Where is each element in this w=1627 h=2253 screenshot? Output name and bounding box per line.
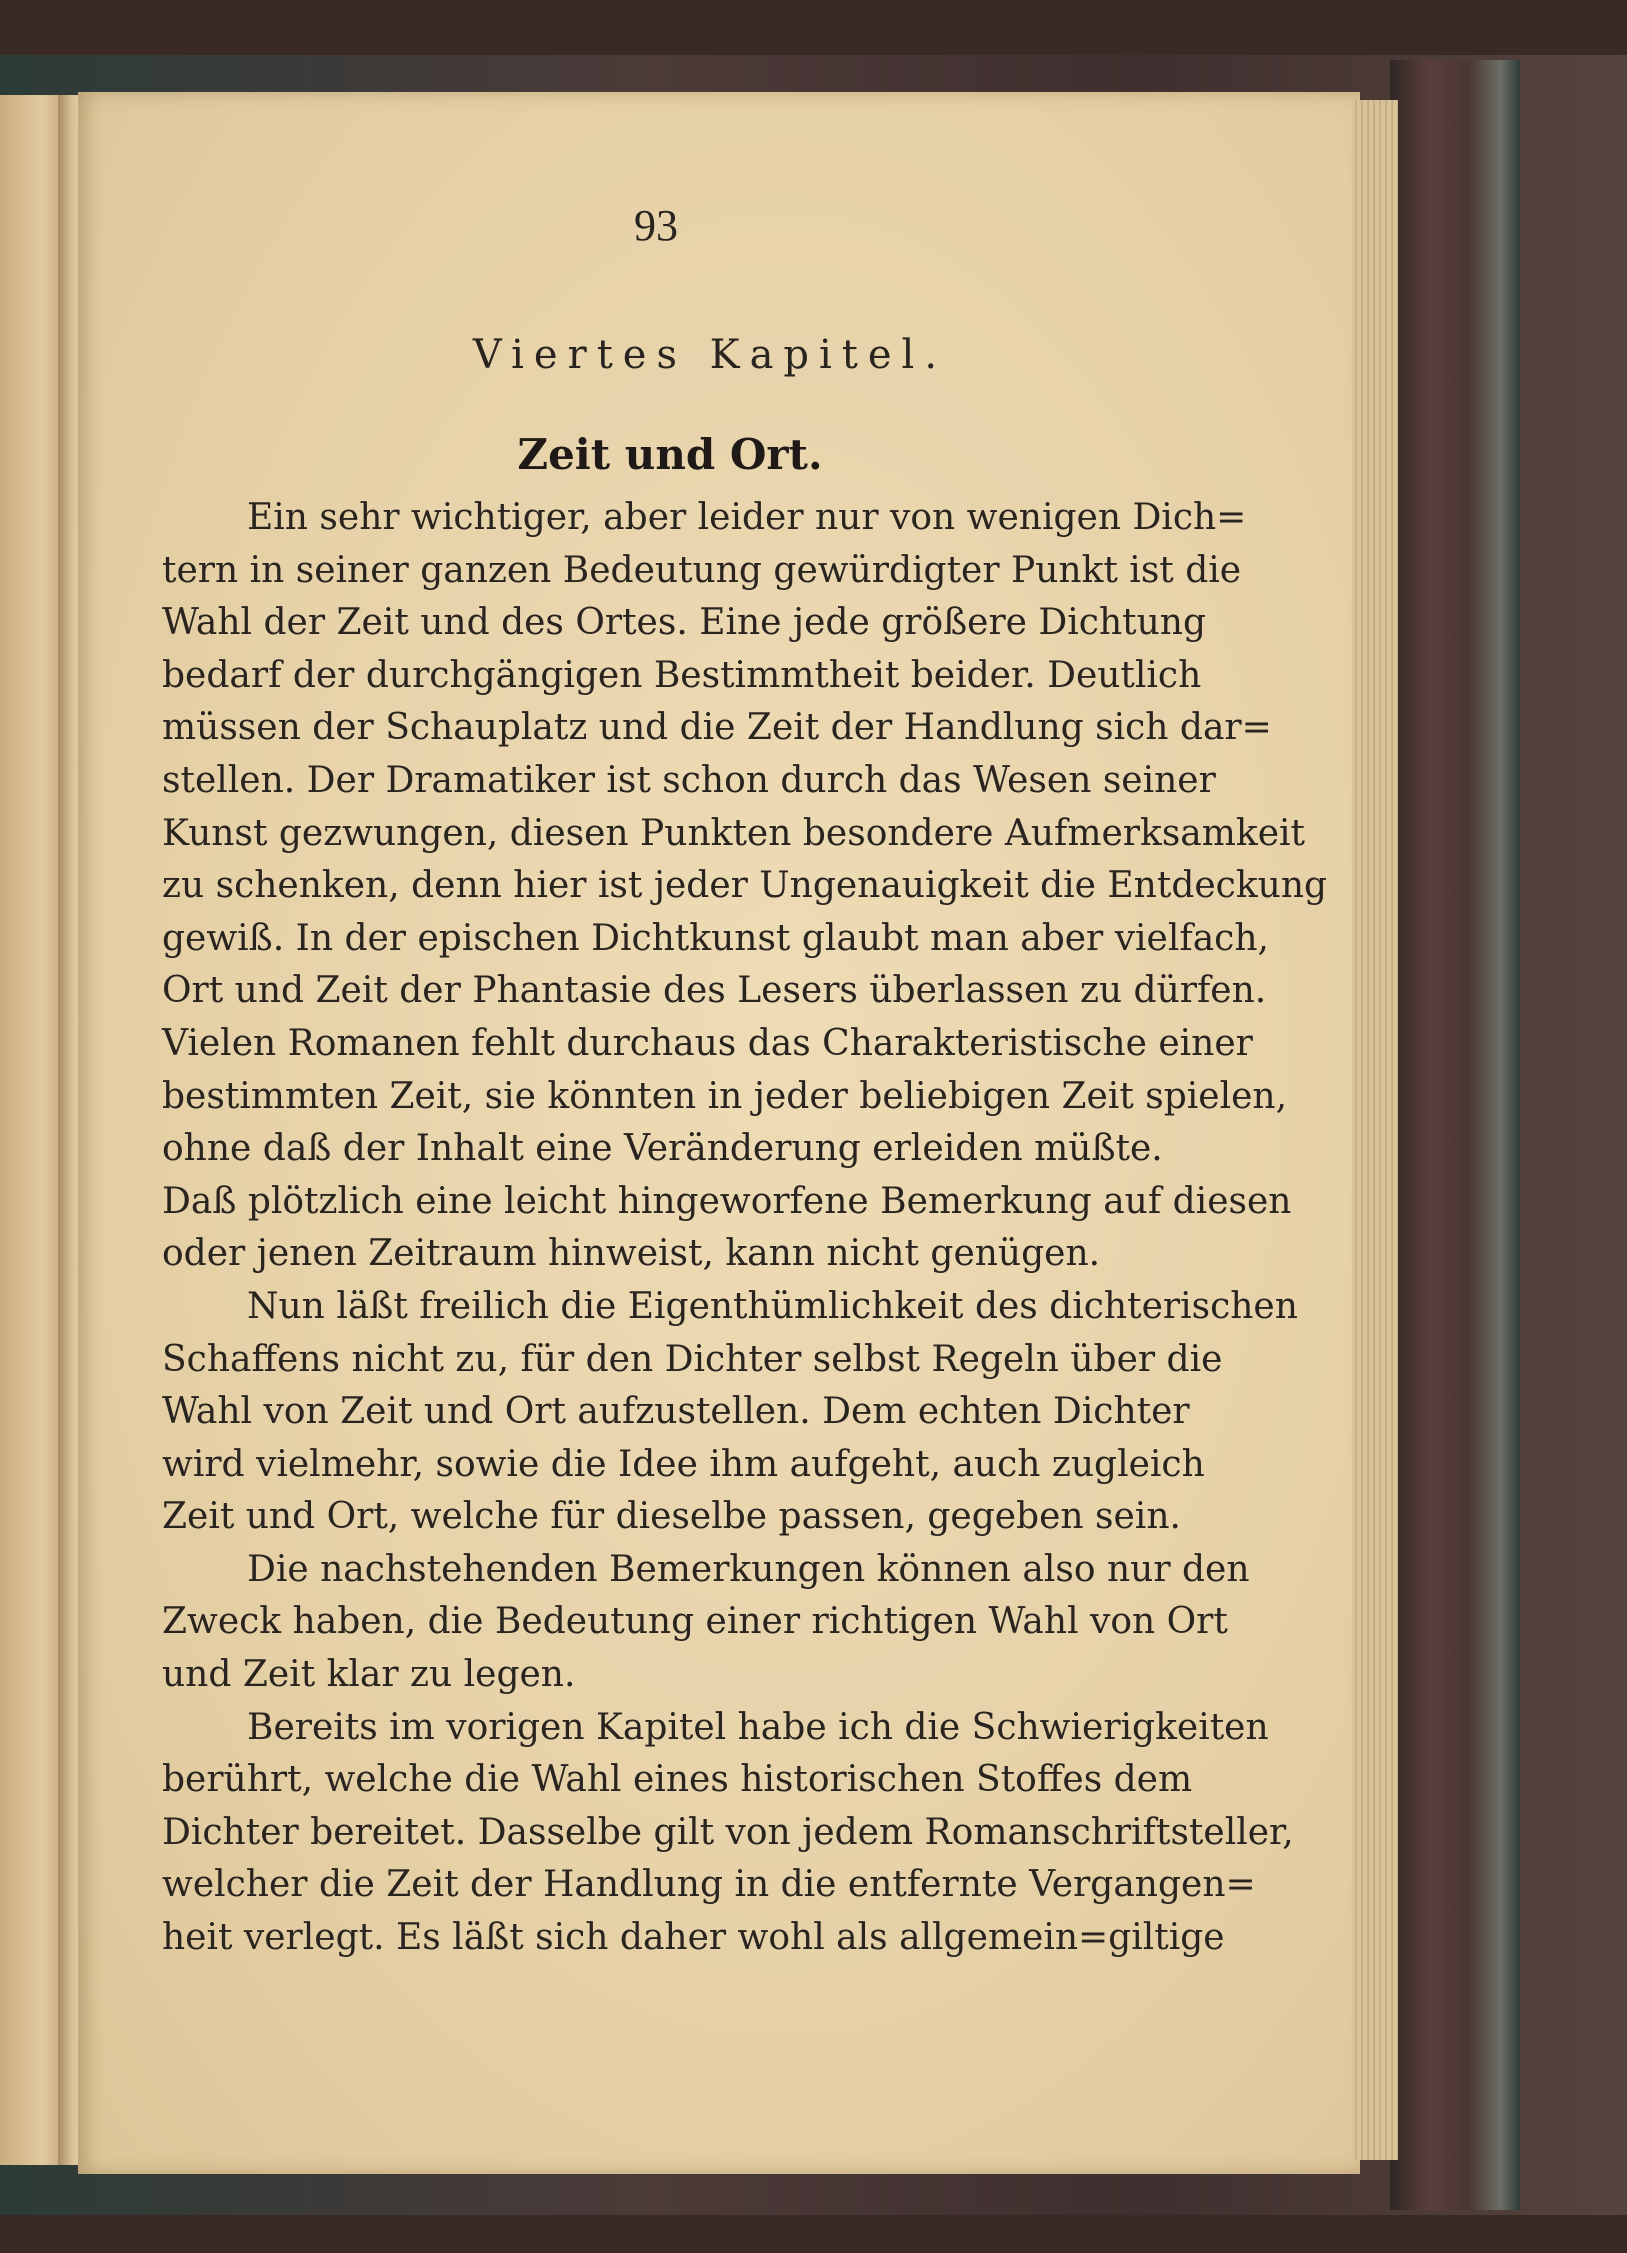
text-line: Wahl der Zeit und des Ortes. Eine jede größere Dichtung	[162, 602, 1207, 644]
text-line: heit verlegt. Es läßt sich daher wohl als allgemein=giltige	[162, 1917, 1225, 1959]
text-line: Ein sehr wichtiger, aber leider nur von wenigen Dich=	[247, 497, 1247, 538]
text-line: ohne daß der Inhalt eine Veränderung erleiden müßte.	[162, 1128, 1163, 1170]
text-line: oder jenen Zeitraum hinweist, kann nicht genügen.	[162, 1233, 1101, 1275]
text-line: Schaffens nicht zu, für den Dichter selbst Regeln über die	[162, 1338, 1223, 1380]
text-line: Vielen Romanen fehlt durchaus das Charakteristische einer	[162, 1022, 1253, 1064]
text-line: wird vielmehr, sowie die Idee ihm aufgeht, auch zugleich	[162, 1443, 1205, 1485]
text-line: bedarf der durchgängigen Bestimmtheit beider. Deutlich	[162, 654, 1202, 696]
text-line: Kunst gezwungen, diesen Punkten besondere Aufmerksamkeit	[162, 812, 1305, 854]
text-line: tern in seiner ganzen Bedeutung gewürdigter Punkt ist die	[162, 549, 1242, 591]
book-gutter	[58, 95, 80, 2165]
text-line: Dichter bereitet. Dasselbe gilt von jedem Romanschriftsteller,	[162, 1811, 1294, 1853]
left-page-edge	[0, 95, 62, 2165]
text-line: gewiß. In der epischen Dichtkunst glaubt man aber vielfach,	[162, 917, 1269, 959]
chapter-title: Viertes Kapitel.	[472, 332, 948, 378]
book-binding	[1390, 60, 1520, 2210]
text-line: Ort und Zeit der Phantasie des Lesers überlassen zu dürfen.	[162, 970, 1267, 1012]
text-line: zu schenken, denn hier ist jeder Ungenauigkeit die Entdeckung	[162, 865, 1328, 907]
text-line: welcher die Zeit der Handlung in die entfernte Vergangen=	[162, 1864, 1256, 1906]
text-line: bestimmten Zeit, sie könnten in jeder beliebigen Zeit spielen,	[162, 1075, 1288, 1117]
text-line: berührt, welche die Wahl eines historischen Stoffes dem	[162, 1759, 1193, 1801]
text-line: Wahl von Zeit und Ort aufzustellen. Dem echten Dichter	[162, 1391, 1190, 1433]
text-line: Die nachstehenden Bemerkungen können also nur den	[247, 1548, 1250, 1590]
text-line: stellen. Der Dramatiker ist schon durch das Wesen seiner	[162, 759, 1216, 801]
page-stack-edges	[1352, 100, 1398, 2160]
text-line: Bereits im vorigen Kapitel habe ich die Schwierigkeiten	[247, 1706, 1269, 1748]
body-text	[162, 492, 1328, 1965]
text-line: Zeit und Ort, welche für dieselbe passen, gegeben sein.	[162, 1496, 1181, 1538]
text-line: und Zeit klar zu legen.	[162, 1654, 576, 1696]
text-line: Nun läßt freilich die Eigenthümlichkeit des dichterischen	[247, 1285, 1298, 1327]
text-line: Daß plötzlich eine leicht hingeworfene Bemerkung auf diesen	[162, 1180, 1292, 1222]
page-number: 93	[634, 201, 678, 250]
section-title: Zeit und Ort.	[517, 430, 823, 479]
text-line: Zweck haben, die Bedeutung einer richtigen Wahl von Ort	[162, 1601, 1228, 1643]
text-line: müssen der Schauplatz und die Zeit der Handlung sich dar=	[162, 707, 1272, 749]
